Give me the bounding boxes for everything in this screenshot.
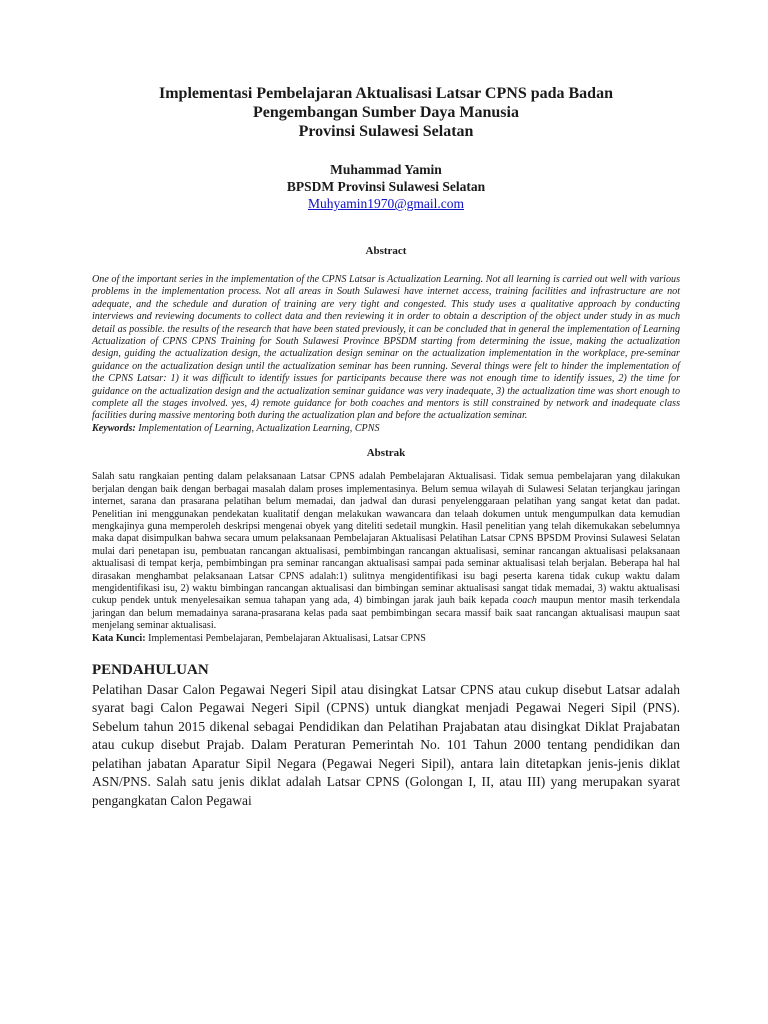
abstrak-text-part2: maupun mentor masih terkendala jaringan dan belum memadainya sarana-prasarana kelas pada saat pembimbingan secara massif baik saat rancangan aktualisasi maupun saat menjelang seminar aktualisasi. [92,595,680,632]
kata-kunci-line [92,633,680,645]
abstrak-heading: Abstrak [366,447,406,460]
author-block [92,161,680,212]
title-line-2: Pengembangan Sumber Daya Manusia [253,104,519,121]
author-name: Muhammad Yamin [330,162,442,177]
section-heading-pendahuluan: PENDAHULUAN [92,661,209,678]
abstract-heading: Abstract [365,245,407,257]
abstrak-text-italic: coach [512,595,537,607]
paper-page [92,84,680,810]
keywords-line [92,423,680,435]
paper-title [92,84,680,141]
keywords-text: Implementation of Learning, Actualization Learning, CPNS [138,422,380,434]
author-institution: BPSDM Provinsi Sulawesi Selatan [286,179,486,194]
kata-kunci-text: Implementasi Pembelajaran, Pembelajaran Aktualisasi, Latsar CPNS [148,632,426,644]
author-email-link[interactable]: Muhyamin1970@gmail.com [307,196,465,211]
abstrak-text [92,471,680,632]
section-body-text: Pelatihan Dasar Calon Pegawai Negeri Sipil atau disingkat Latsar CPNS atau cukup disebut Latsar adalah syarat bagi Calon Pegawai Negeri Sipil (CPNS) untuk diangkat menjadi Pegawai Negeri Sipil (PNS). Sebelum tahun 2015 dikenal sebagai Pendidikan dan Pelatihan Prajabatan atau disingkat Diklat Prajabatan atau cukup disebut Prajab. Dalam Peraturan Pemerintah No. 101 Tahun 2000 tentang pendidikan dan pelatihan jabatan Aparatur Sipil Negara (Pegawai Negeri Sipil), antara lain ditetapkan jenis-jenis diklat ASN/PNS. Salah satu jenis diklat adalah Latsar CPNS (Golongan I, II, atau III) yang merupakan syarat pengangkatan Calon Pegawai [92,681,680,808]
abstract-text: One of the important series in the implementation of the CPNS Latsar is Actualization Learning. Not all learning is carried out well with various problems in the implementation process. Not all areas in South Sulawesi have internet access, training facilities and infrastructure are not adequate, and the schedule and duration of training are very tight and congested. This study uses a qualitative approach by conducting interviews and reviewing documents to collect data and then reviewing it in order to obtain a description of the object under study in as much detail as possible. the results of the research that have been stated previously, it can be concluded that in general the implementation of Learning Actualization of CPNS CPNS Training for South Sulawesi Province BPSDM starting from determining the issue, making the actualization design, guiding the actualization design, the actualization design seminar on the actualization implementation in the workplace, pre-seminar guidance on the actualization design until the actualization seminar has been running. Several things were felt to hinder the implementation of the CPNS Latsar: 1) it was difficult to identify issues for participants because there was not enough time to identify issues, 2) the time for guidance on the actualization design and the actualization seminar guidance was very inadequate, 3) the actualization time was short enough to complete all the stages involved. yes, 4) remote guidance for both coaches and mentors is still constrained by network and inadequate class facilities during massive mentoring both during the actualization plan and before the actualization seminar. [92,274,680,422]
title-line-1: Implementasi Pembelajaran Aktualisasi Latsar CPNS pada Badan [159,85,613,102]
title-line-3: Provinsi Sulawesi Selatan [298,123,474,140]
kata-kunci-label: Kata Kunci: [92,632,146,644]
keywords-label: Keywords: [92,422,136,434]
abstrak-text-part1: Salah satu rangkaian penting dalam pelaksanaan Latsar CPNS adalah Pembelajaran Aktualisasi. Tidak semua pembelajaran yang dilakukan berjalan dengan baik dengan berbagai masalah dalam proses implementasinya. Belum semua wilayah di Sulawesi Selatan terjangkau jaringan internet, sarana dan prasarana pelatihan belum memadai, dan jadwal dan durasi penyelenggaraan pelatihan yang sangat ketat dan padat. Penelitian ini menggunakan pendekatan kualitatif dengan melakukan wawancara dan telaah dokumen untuk mengumpulkan data kemudian mengkajinya guna memperoleh deskripsi mengenai obyek yang diteliti sedetail mungkin. Hasil penelitian yang telah dikemukakan sebelumnya maka dapat disimpulkan bahwa secara umum pelaksanaan Pembelajaran Aktualisasi Pelatihan Latsar CPNS BPSDM Provinsi Sulawesi Selatan mulai dari penetapan isu, pembuatan rancangan aktualisasi, pembimbingan rancangan aktualisasi, seminar rancangan aktualisasi pelaksanaan aktualisasi di tempat kerja, pembimbingan pra seminar rancangan aktualisasi sampai pada seminar aktualisasi telah berjalan. Beberapa hal hal dirasakan menghambat pelaksanaan Latsar CPNS adalah:1) sulitnya mengidentifikasi isu bagi peserta karena tidak cukup waktu dalam mengidentifikasi isu, 2) waktu bimbingan rancangan aktualisasi dan bimbingan seminar aktualisasi sangat tidak memadai, 3) waktu aktualisasi cukup pendek untuk menyelesaikan semua tahapan yang ada, 4) bimbingan jarak jauh baik kepada [92,471,680,607]
